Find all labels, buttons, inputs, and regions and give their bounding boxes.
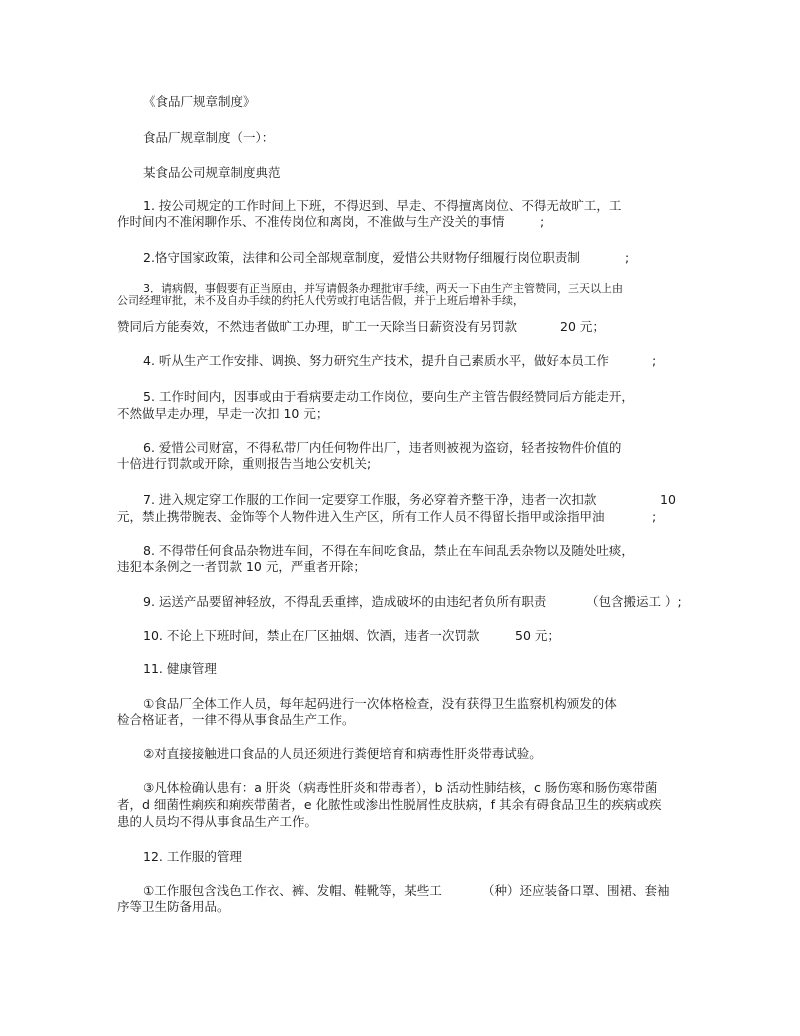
paragraph-line: ③凡体检确认患有：a 肝炎（病毒性肝炎和带毒者），b 活动性肺结核，c 肠伤寒和肠伤寒带菌 [143, 780, 658, 795]
paragraph-tail: ; [625, 250, 630, 265]
paragraph-line: 作时间内不准闲聊作乐、不准传岗位和离岗，不准做与生产没关的事情 [117, 214, 505, 229]
paragraph-line: 5. 工作时间内，因事或由于看病要走动工作岗位，要向生产主管告假经赞同后方能走开， [143, 389, 634, 404]
paragraph-line: 元，禁止携带腕表、金饰等个人物件进入生产区，所有工作人员不得留长指甲或涂指甲油 [117, 509, 605, 524]
paragraph-line: 患的人员均不得从事食品生产工作。 [117, 814, 318, 829]
paragraph-line: 1. 按公司规定的工作时间上下班，不得迟到、早走、不得擅离岗位、不得无故旷工，工 [143, 198, 622, 213]
paragraph-line: 4. 听从生产工作安排、调换、努力研究生产技术，提升自己素质水平，做好本员工作 [143, 353, 609, 368]
paragraph-line: 10. 不论上下班时间，禁止在厂区抽烟、饮酒，违者一次罚款 [143, 628, 480, 643]
section-heading: 12. 工作服的管理 [143, 849, 242, 864]
paragraph-line: 8. 不得带任何食品杂物进车间，不得在车间吃食品，禁止在车间乱丢杂物以及随处吐痰， [143, 543, 634, 558]
paragraph-line: 公司经理审批，未不及自办手续的约托人代劳或打电话告假，并于上班后增补手续， [117, 294, 524, 307]
paragraph-line: ①食品厂全体工作人员，每年起码进行一次体格检查，没有获得卫生监察机构颁发的体 [143, 696, 617, 711]
paragraph-line: 者，d 细菌性痢疾和痢疾带菌者，e 化脓性或渗出性脱屑性皮肤病，f 其余有碍食品卫生的疾病或疾 [117, 797, 662, 812]
paragraph-tail: 50 元； [515, 628, 560, 643]
document-subtitle: 食品厂规章制度（一）： [143, 130, 275, 145]
paragraph-line: 3．请病假，事假要有正当原由，并写请假条办理批审手续，两天一下由生产主管赞同，三天以上由 [143, 282, 623, 295]
paragraph-tail: ; [652, 509, 657, 524]
paragraph-line: 不然做早走办理，早走一次扣 10 元； [117, 406, 329, 421]
document-title: 《食品厂规章制度》 [143, 94, 256, 109]
paragraph-line: ②对直接接触进口食品的人员还须进行粪便培育和病毒性肝炎带毒试验。 [143, 746, 542, 761]
paragraph-line: ①工作服包含浅色工作衣、裤、发帽、鞋靴等，某些工 [143, 883, 442, 898]
paragraph-line: 检合格证者，一律不得从事食品生产工作。 [117, 712, 355, 727]
paragraph-tail: 10 [660, 492, 676, 507]
paragraph-line: 赞同后方能奏效，不然违者做旷工办理，旷工一天除当日薪资没有另罚款 [117, 319, 518, 334]
paragraph-tail: （种）还应装备口罩、围裙、套袖 [482, 883, 670, 898]
paragraph-tail: （包含搬运工 ）; [586, 594, 682, 609]
paragraph-line: 2.恪守国家政策，法律和公司全部规章制度，爱惜公共财物仔细履行岗位职责制 [143, 250, 580, 265]
paragraph-line: 序等卫生防备用品。 [117, 899, 230, 914]
paragraph-line: 9. 运送产品要留神轻放，不得乱丢重摔，造成破坏的由违纪者负所有职责 [143, 594, 547, 609]
paragraph-line: 7. 进入规定穿工作服的工作间一定要穿工作服，务必穿着齐整干净，违者一次扣款 [143, 492, 597, 507]
section-heading: 11. 健康管理 [143, 661, 217, 676]
section-heading: 某食品公司规章制度典范 [143, 165, 281, 180]
paragraph-line: 十倍进行罚款或开除，重则报告当地公安机关; [117, 456, 372, 471]
paragraph-tail: 20 元； [560, 319, 605, 334]
paragraph-tail: ; [652, 353, 657, 368]
paragraph-line: 违犯本条例之一者罚款 10 元，严重者开除； [117, 559, 366, 574]
paragraph-tail: ; [540, 214, 545, 229]
paragraph-line: 6. 爱惜公司财富，不得私带厂内任何物件出厂，违者则被视为盗窃，轻者按物件价值的 [143, 440, 622, 455]
